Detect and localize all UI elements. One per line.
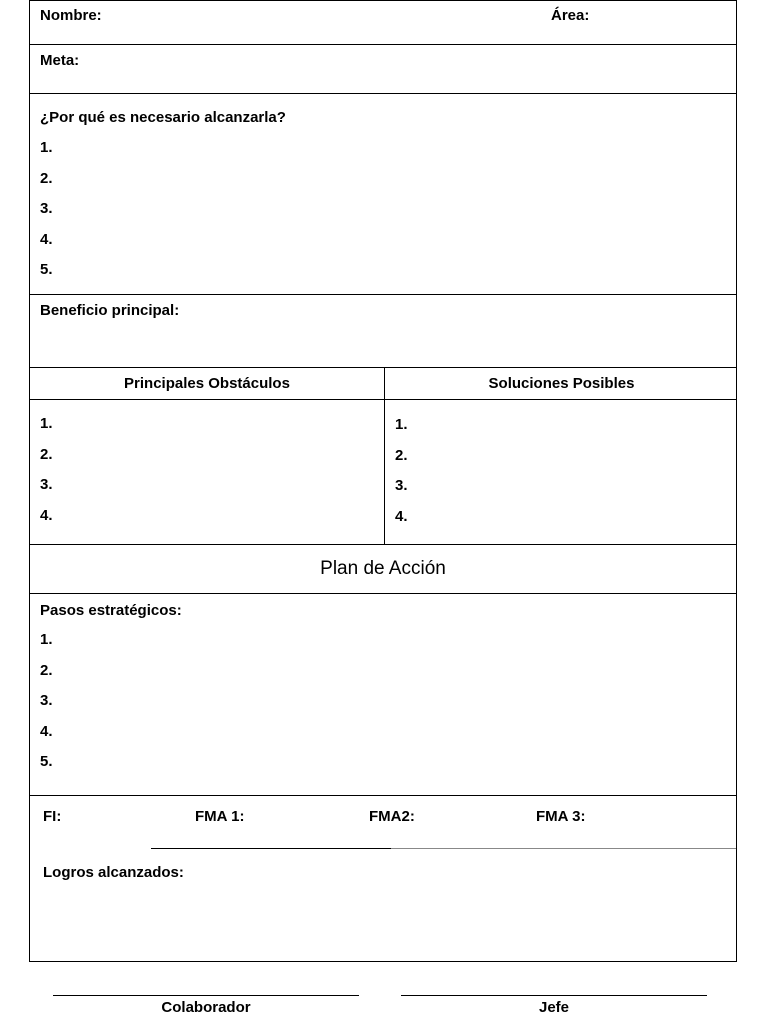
list-item: 2. (40, 661, 53, 679)
list-item: 5. (40, 261, 53, 278)
list-item: 4. (40, 506, 53, 524)
reasons-list (40, 140, 53, 293)
achievements-section (30, 849, 736, 962)
fma2-label: FMA2: (369, 808, 415, 825)
list-item: 1. (40, 139, 53, 156)
list-item: 1. (40, 415, 53, 432)
list-item: 5. (40, 753, 53, 770)
list-item: 4. (40, 230, 53, 248)
signature-line-right (401, 995, 707, 996)
list-item: 3. (40, 200, 53, 217)
fma3-label: FMA 3: (536, 808, 586, 825)
plan-title: Plan de Acción (320, 558, 446, 579)
name-area-row (30, 1, 736, 45)
dates-row (30, 796, 736, 849)
achievements-label: Logros alcanzados: (43, 864, 184, 881)
nombre-label: Nombre: (40, 7, 102, 24)
steps-label: Pasos estratégicos: (40, 602, 182, 619)
list-item: 2. (395, 446, 408, 464)
steps-section (30, 594, 736, 796)
obstacles-solutions-body-row (30, 400, 736, 545)
fma1-label: FMA 1: (195, 808, 245, 825)
list-item: 4. (395, 507, 408, 525)
benefit-row (30, 295, 736, 368)
list-item: 2. (40, 445, 53, 463)
signature-label-left: Colaborador (161, 999, 251, 1016)
list-item: 3. (40, 692, 53, 709)
area-label: Área: (551, 7, 590, 24)
list-item: 4. (40, 722, 53, 740)
list-item: 3. (40, 476, 53, 493)
obstacles-solutions-header-row (30, 368, 736, 400)
meta-label: Meta: (40, 52, 80, 69)
reasons-question: ¿Por qué es necesario alcanzarla? (40, 109, 286, 126)
benefit-label: Beneficio principal: (40, 302, 180, 319)
list-item: 1. (395, 416, 408, 433)
fi-label: FI: (43, 808, 62, 825)
column-divider (384, 368, 385, 545)
obstacles-list (40, 416, 53, 538)
solutions-list (395, 417, 408, 539)
signature-line-left (53, 995, 359, 996)
reasons-section (30, 94, 736, 295)
list-item: 3. (395, 477, 408, 494)
steps-list (40, 632, 53, 785)
solutions-header: Soluciones Posibles (488, 375, 635, 392)
list-item: 1. (40, 631, 53, 648)
list-item: 2. (40, 169, 53, 187)
obstacles-header: Principales Obstáculos (124, 375, 290, 392)
signature-label-right: Jefe (538, 999, 570, 1016)
goal-row (30, 45, 736, 94)
action-plan-form (29, 0, 737, 962)
